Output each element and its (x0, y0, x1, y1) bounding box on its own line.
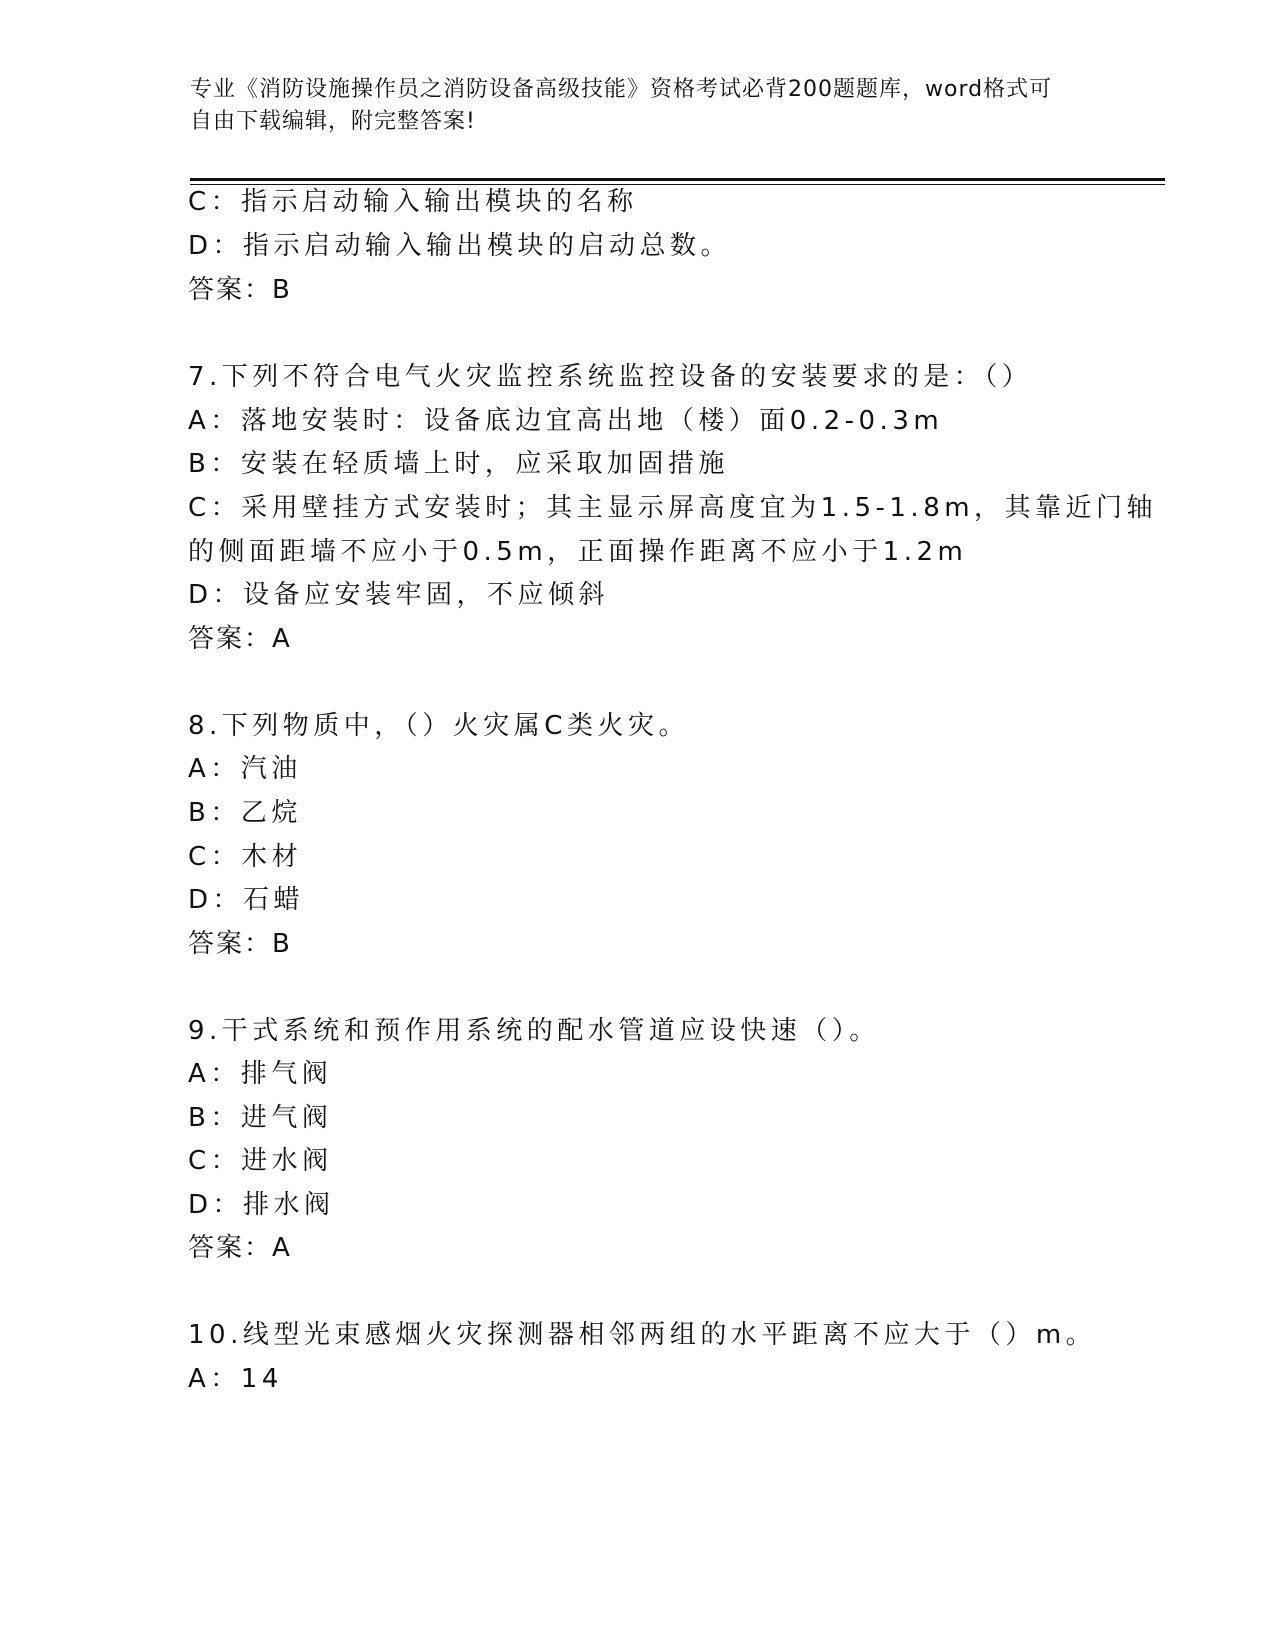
q10-option-a: A：14 (188, 1364, 283, 1394)
q6-answer: 答案：B (188, 275, 292, 305)
q9-option-a: A：排气阀 (188, 1059, 333, 1089)
q9-question: 9.干式系统和预作用系统的配水管道应设快速（）。 (188, 1016, 880, 1046)
q9-option-d: D：排水阀 (188, 1190, 335, 1220)
q8-answer: 答案：B (188, 929, 292, 959)
q9-option-b: B：进气阀 (188, 1103, 333, 1133)
q7-option-a: A：落地安装时：设备底边宜高出地（楼）面0.2-0.3m (188, 406, 944, 436)
q7-option-b: B：安装在轻质墙上时，应采取加固措施 (188, 449, 729, 479)
q8-option-b: B：乙烷 (188, 798, 302, 828)
q8-question: 8.下列物质中，（）火灾属C类火灾。 (188, 711, 689, 741)
q8-option-a: A：汽油 (188, 754, 302, 784)
q6-option-c: C：指示启动输入输出模块的名称 (188, 187, 638, 217)
document-header: 专业《消防设施操作员之消防设备高级技能》资格考试必背200题题库，word格式可自由下载编辑，附完整答案! (190, 77, 1053, 134)
q8-option-d: D：石蜡 (188, 885, 305, 915)
q7-question: 7.下列不符合电气火灾监控系统监控设备的安装要求的是：（） (188, 362, 1033, 392)
q7-answer: 答案：A (188, 624, 292, 654)
q6-option-d: D：指示启动输入输出模块的启动总数。 (188, 231, 732, 261)
q7-option-d: D：设备应安装牢固，不应倾斜 (188, 580, 610, 610)
q10-question: 10.线型光束感烟火灾探测器相邻两组的水平距离不应大于（）m。 (188, 1320, 1097, 1350)
q7-option-c-line1: C：采用壁挂方式安装时；其主显示屏高度宜为1.5-1.8m，其靠近门轴 (188, 493, 1158, 523)
q8-option-c: C：木材 (188, 842, 303, 872)
q7-option-c-line2: 的侧面距墙不应小于0.5m，正面操作距离不应小于1.2m (188, 537, 968, 567)
q9-answer: 答案：A (188, 1233, 292, 1263)
header-divider-thick (190, 178, 1165, 181)
q9-option-c: C：进水阀 (188, 1146, 333, 1176)
